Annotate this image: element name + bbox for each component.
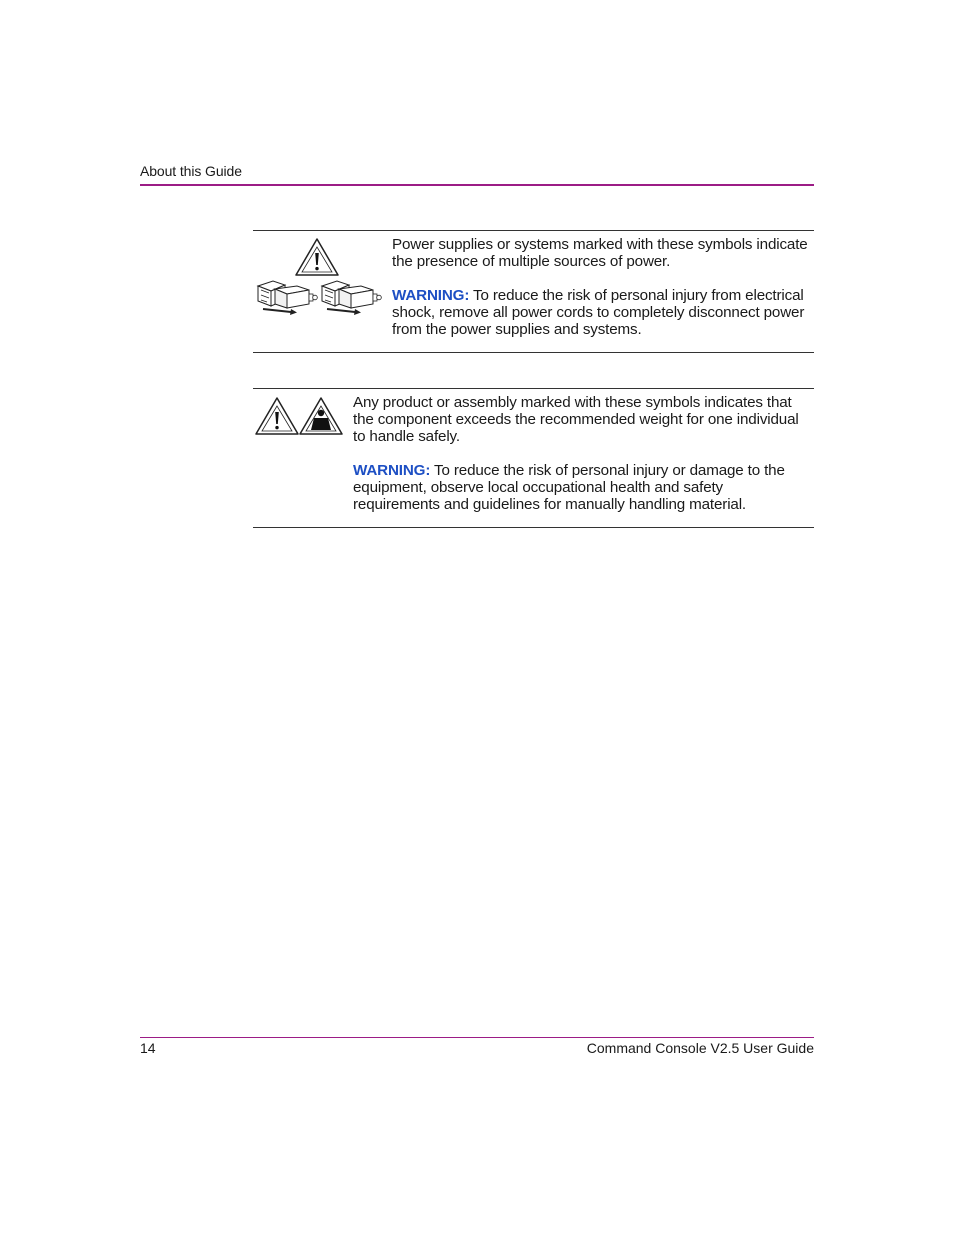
warning-triangle-icon [256, 398, 298, 434]
running-head: About this Guide [140, 163, 242, 179]
heavy-weight-icon [300, 398, 342, 434]
warning-body: To reduce the risk of personal injury or damage to the equipment, observe local occupational health and safety requirements and guidelines for manually handling material. [353, 462, 785, 513]
warning-paragraph [353, 462, 813, 513]
power-supply-icon [258, 281, 317, 315]
block-description: Any product or assembly marked with these symbols indicates that the component exceeds the recommended weight for one individual to handle safely. [353, 394, 799, 445]
icon-group-weight [253, 389, 353, 454]
header-rule [140, 184, 814, 186]
block-description: Power supplies or systems marked with these symbols indicate the presence of multiple sources of power. [392, 236, 808, 270]
document-title: Command Console V2.5 User Guide [586, 1040, 814, 1056]
warning-block-weight [253, 388, 814, 528]
warning-body: To reduce the risk of personal injury from electrical shock, remove all power cords to completely disconnect power from the power supplies and systems. [392, 287, 805, 338]
warning-block-power [253, 230, 814, 353]
warning-paragraph [392, 287, 812, 338]
warning-text-power [392, 236, 812, 338]
warning-label: WARNING: [392, 287, 470, 304]
warning-text-weight [353, 394, 813, 513]
warning-triangle-icon [296, 239, 338, 275]
page-number: 14 [140, 1040, 156, 1056]
icon-group-power [253, 231, 393, 357]
power-supply-icon [322, 281, 381, 315]
footer-rule [140, 1037, 814, 1038]
warning-label: WARNING: [353, 462, 431, 479]
